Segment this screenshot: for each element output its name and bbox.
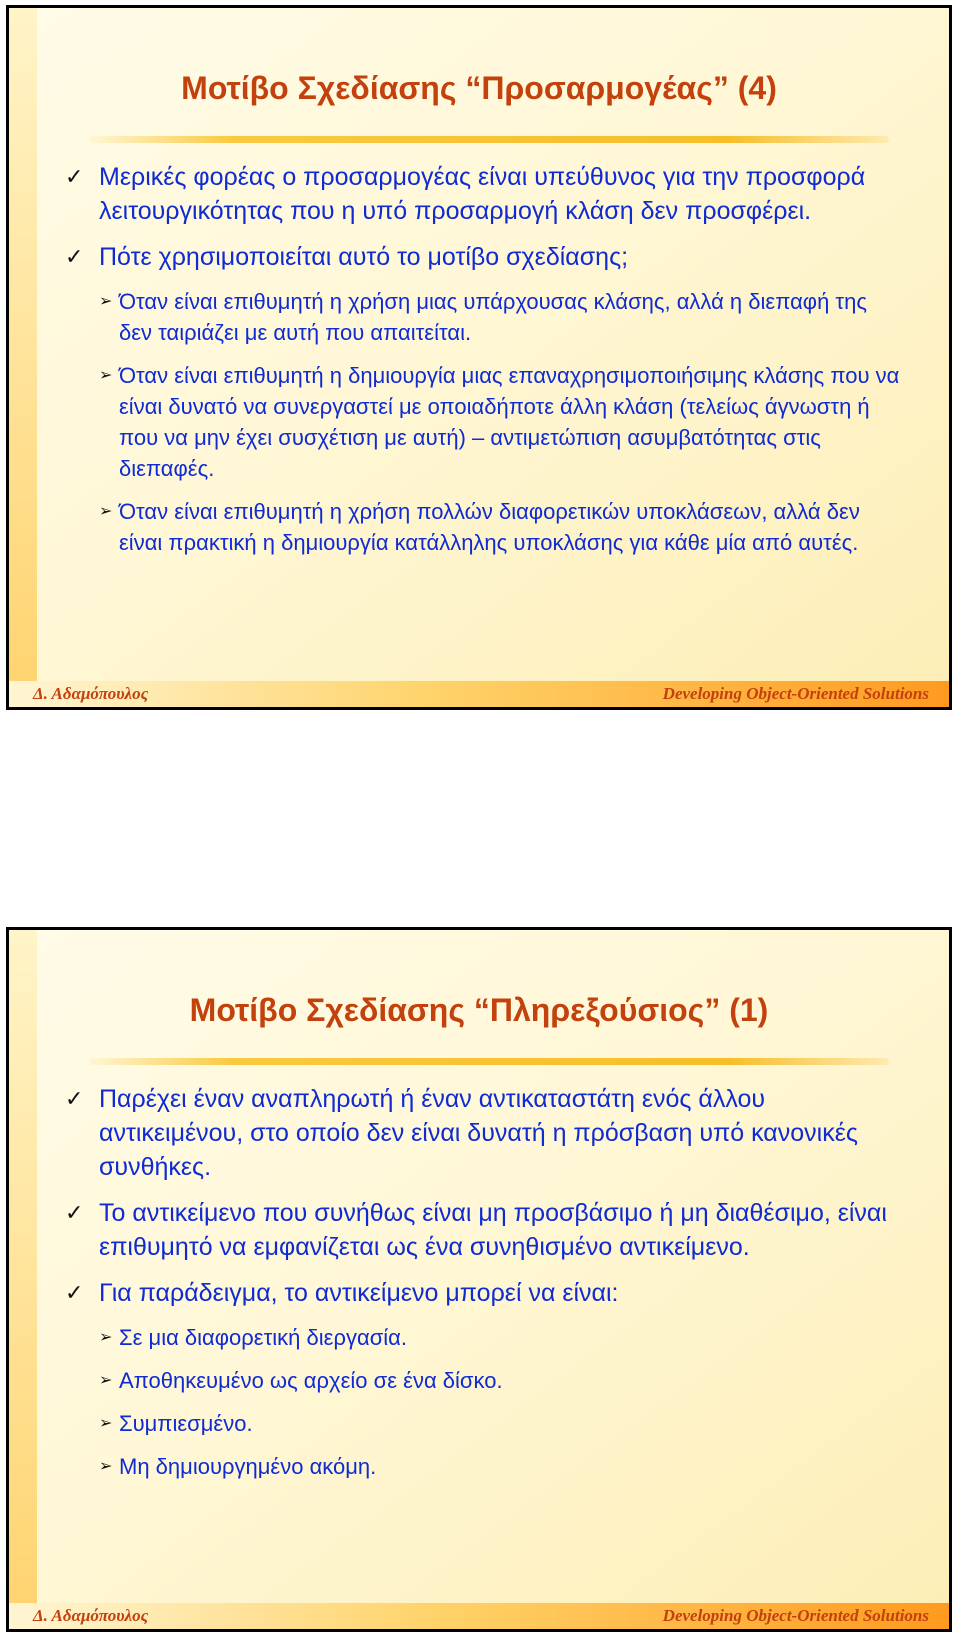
bullet-item <box>65 1082 905 1184</box>
title-underline <box>89 1058 889 1065</box>
checkmark-icon: ✓ <box>65 244 84 269</box>
checkmark-icon: ✓ <box>65 1280 84 1305</box>
slide-content <box>65 160 905 570</box>
arrowhead-icon: ➢ <box>99 1415 113 1432</box>
bullet-item <box>65 160 905 228</box>
sub-bullet-text: Σε μια διαφορετική διεργασία. <box>119 1325 407 1350</box>
sub-bullet-item <box>99 286 905 348</box>
bullet-item <box>65 240 905 274</box>
sub-bullet-text: Αποθηκευμένο ως αρχείο σε ένα δίσκο. <box>119 1368 503 1393</box>
slide-title: Μοτίβο Σχεδίασης “Πληρεξούσιος” (1) <box>189 992 769 1028</box>
slide-title: Μοτίβο Σχεδίασης “Προσαρμογέας” (4) <box>181 70 777 106</box>
arrowhead-icon: ➢ <box>99 293 113 310</box>
checkmark-icon: ✓ <box>65 1200 84 1225</box>
slide-left-strip <box>9 930 37 1629</box>
slide-left-strip <box>9 8 37 707</box>
slide-content <box>65 1082 905 1494</box>
sub-bullet-item <box>99 1451 905 1482</box>
sub-bullet-item <box>99 1322 905 1353</box>
bullet-text: Για παράδειγμα, το αντικείμενο μπορεί να είναι: <box>99 1279 619 1307</box>
arrowhead-icon: ➢ <box>99 1372 113 1389</box>
sub-bullet-text: Όταν είναι επιθυμητή η χρήση μιας υπάρχουσας κλάσης, αλλά η διεπαφή της δεν ταιριάζει με αυτή που απαιτείται. <box>119 289 867 345</box>
sub-bullet-item <box>99 1408 905 1439</box>
sub-bullet-item <box>99 496 905 558</box>
checkmark-icon: ✓ <box>65 1086 84 1111</box>
slide-footer <box>9 681 949 707</box>
arrowhead-icon: ➢ <box>99 503 113 520</box>
arrowhead-icon: ➢ <box>99 1458 113 1475</box>
bullet-item <box>65 1196 905 1264</box>
sub-bullet-text: Όταν είναι επιθυμητή η χρήση πολλών διαφορετικών υποκλάσεων, αλλά δεν είναι πρακτική η δημιουργία κατάλληλης υποκλάσης για κάθε μία από αυτές. <box>119 499 860 555</box>
footer-author: Δ. Αδαμόπουλος <box>33 684 149 703</box>
bullet-text: Το αντικείμενο που συνήθως είναι μη προσβάσιμο ή μη διαθέσιμο, είναι επιθυμητό να εμφανίζεται ως ένα συνηθισμένο αντικείμενο. <box>99 1199 887 1261</box>
bullet-text: Πότε χρησιμοποιείται αυτό το μοτίβο σχεδίασης; <box>99 243 629 271</box>
footer-course: Developing Object-Oriented Solutions <box>662 1606 929 1625</box>
checkmark-icon: ✓ <box>65 164 84 189</box>
footer-author: Δ. Αδαμόπουλος <box>33 1606 149 1625</box>
sub-bullet-item <box>99 360 905 484</box>
sub-bullet-text: Μη δημιουργημένο ακόμη. <box>119 1454 377 1479</box>
bullet-text: Μερικές φορέας ο προσαρμογέας είναι υπεύθυνος για την προσφορά λειτουργικότητας που η υπό προσαρμογή κλάση δεν προσφέρει. <box>99 163 866 225</box>
footer-course: Developing Object-Oriented Solutions <box>662 684 929 703</box>
slide-footer <box>9 1603 949 1629</box>
slide-adapter-4 <box>6 5 952 710</box>
sub-bullet-text: Όταν είναι επιθυμητή η δημιουργία μιας επαναχρησιμοποιήσιμης κλάσης που να είναι δυνατό να συνεργαστεί με οποιαδήποτε άλλη κλάση (τελείως άγνωστη ή που να μην έχει συσχέτιση με αυτή) – αντιμετώπιση ασυμβατότητας στις διεπαφές. <box>119 363 900 481</box>
arrowhead-icon: ➢ <box>99 367 113 384</box>
arrowhead-icon: ➢ <box>99 1329 113 1346</box>
slide-proxy-1 <box>6 927 952 1632</box>
sub-bullet-item <box>99 1365 905 1396</box>
bullet-text: Παρέχει έναν αναπληρωτή ή έναν αντικαταστάτη ενός άλλου αντικειμένου, στο οποίο δεν είναι δυνατή η πρόσβαση υπό κανονικές συνθήκες. <box>99 1085 858 1181</box>
bullet-item <box>65 1276 905 1310</box>
title-underline <box>89 136 889 143</box>
sub-bullet-text: Συμπιεσμένο. <box>119 1411 253 1436</box>
